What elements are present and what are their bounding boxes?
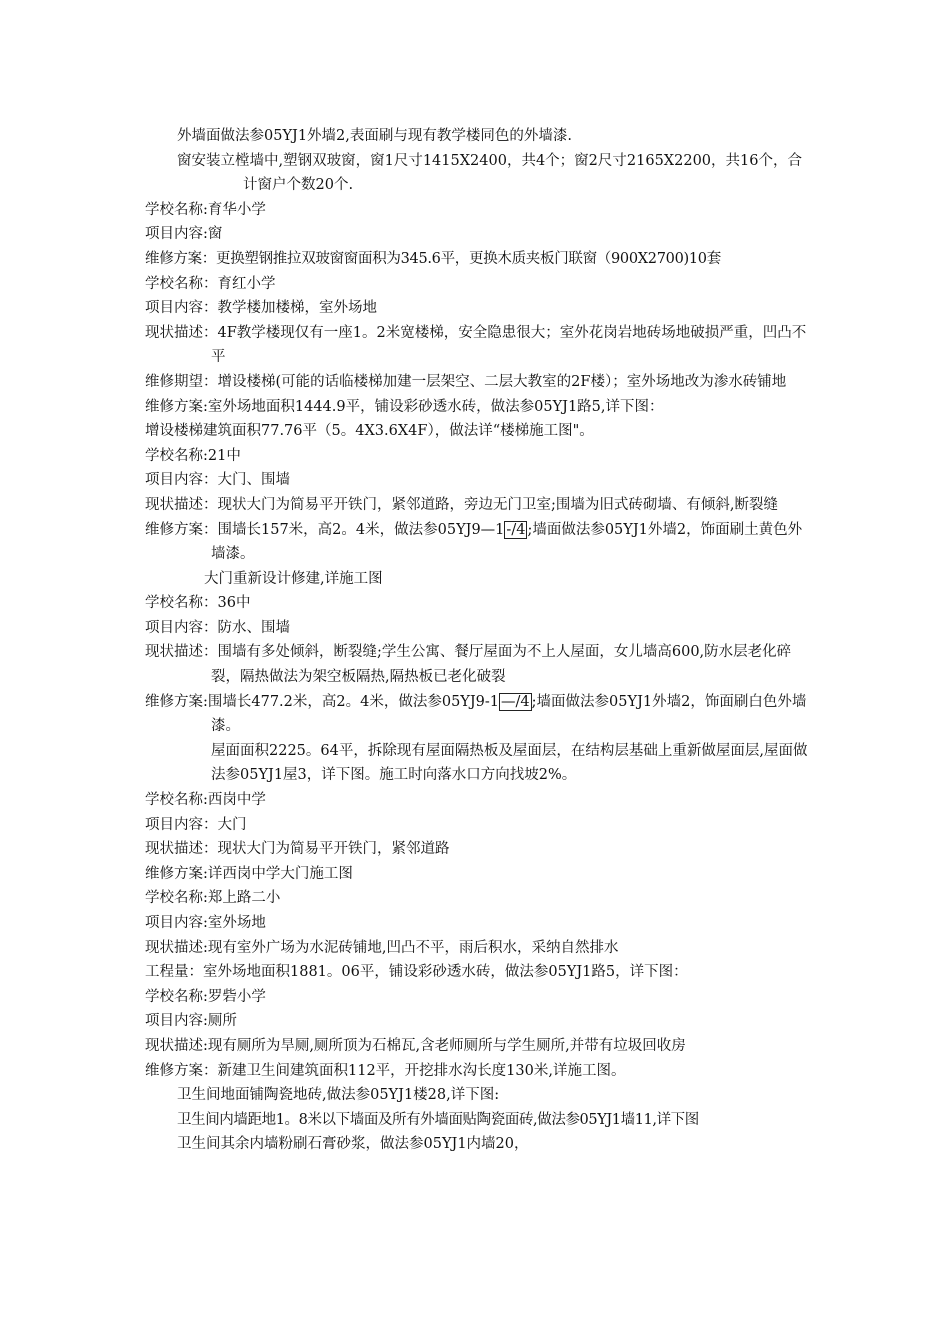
status-description: 现状描述：4F教学楼现仅有一座1。2米宽楼梯，安全隐患很大；室外花岗岩地砖场地破损严重，凹凸不平 bbox=[145, 324, 807, 366]
paragraph: 增设楼梯建筑面积77.76平（5。4X3.6X4F），做法详“楼梯施工图"。 bbox=[145, 423, 594, 440]
school-name: 学校名称：育红小学 bbox=[145, 275, 276, 292]
project-content: 项目内容:厕所 bbox=[145, 1013, 237, 1030]
status-description: 现状描述:现有室外广场为水泥砖铺地,凹凸不平，雨后积水，采纳自然排水 bbox=[145, 939, 619, 956]
text-run: 维修方案：围墙长157米，高2。4米，做法参05YJ9—1 bbox=[145, 521, 505, 538]
repair-plan: 维修方案：更换塑钢推拉双玻窗窗面积为345.6平，更换木质夹板门联窗（900X2700)10套 bbox=[145, 250, 721, 267]
status-description: 现状描述：现状大门为简易平开铁门，紧邻道路，旁边无门卫室;围墙为旧式砖砌墙、有倾斜,断裂缝 bbox=[145, 496, 778, 513]
repair-plan bbox=[145, 690, 810, 739]
repair-plan: 维修方案：新建卫生间建筑面积112平，开挖排水沟长度130米,详施工图。 bbox=[145, 1062, 626, 1079]
school-name: 学校名称：36中 bbox=[145, 595, 251, 612]
paragraph: 大门重新设计修建,详施工图 bbox=[204, 570, 383, 587]
paragraph: 卫生间其余内墙粉刷石膏砂浆，做法参05YJ1内墙20， bbox=[177, 1136, 529, 1153]
repair-plan: 维修方案:详西岗中学大门施工图 bbox=[145, 865, 353, 882]
paragraph: 卫生间地面铺陶瓷地砖,做法参05YJ1楼28,详下图: bbox=[177, 1087, 500, 1104]
text-run: 维修方案:围墙长477.2米，高2。4米，做法参05YJ9-1 bbox=[145, 693, 500, 710]
fraction-box: —/4 bbox=[501, 693, 530, 710]
repair-plan bbox=[145, 518, 810, 567]
text-run: ;墙面做法参05YJ1外墙2，饰面刷土黄色外墙漆。 bbox=[211, 521, 803, 563]
project-content: 项目内容：大门、围墙 bbox=[145, 472, 290, 489]
work-quantity: 工程量：室外场地面积1881。06平，铺设彩砂透水砖，做法参05YJ1路5，详下图： bbox=[145, 964, 688, 981]
fraction-box: -/4 bbox=[506, 521, 526, 538]
school-name: 学校名称:育华小学 bbox=[145, 201, 266, 218]
project-content: 项目内容：大门 bbox=[145, 816, 247, 833]
project-content: 项目内容：教学楼加楼梯，室外场地 bbox=[145, 300, 377, 317]
paragraph: 外墙面做法参05YJ1外墙2,表面刷与现有教学楼同色的外墙漆. bbox=[177, 128, 573, 144]
paragraph: 屋面面积2225。64平，拆除现有屋面隔热板及屋面层，在结构层基础上重新做屋面层,屋面做法参05YJ1屋3，详下图。施工时向落水口方向找坡2%。 bbox=[211, 742, 808, 784]
text-run: ;墙面做法参05YJ1外墙2，饰面刷白色外墙漆。 bbox=[211, 693, 807, 735]
project-content: 项目内容：防水、围墙 bbox=[145, 619, 290, 636]
project-content: 项目内容:窗 bbox=[145, 226, 223, 243]
paragraph: 卫生间内墙距地1。8米以下墙面及所有外墙面贴陶瓷面砖,做法参05YJ1墙11,详下图 bbox=[177, 1111, 699, 1128]
school-name: 学校名称:罗砦小学 bbox=[145, 988, 266, 1005]
status-description: 现状描述:现有厕所为旱厕,厕所顶为石棉瓦,含老师厕所与学生厕所,并带有垃圾回收房 bbox=[145, 1037, 686, 1054]
repair-plan: 维修方案:室外场地面积1444.9平，铺设彩砂透水砖，做法参05YJ1路5,详下图： bbox=[145, 398, 664, 415]
school-name: 学校名称:西岗中学 bbox=[145, 792, 266, 809]
status-description: 现状描述：围墙有多处倾斜，断裂缝;学生公寓、餐厅屋面为不上人屋面，女儿墙高600,防水层老化碎裂，隔热做法为架空板隔热,隔热板已老化破裂 bbox=[145, 644, 792, 686]
project-content: 项目内容:室外场地 bbox=[145, 915, 266, 931]
document-body bbox=[145, 124, 810, 1157]
school-name: 学校名称:郑上路二小 bbox=[145, 890, 281, 907]
paragraph: 窗安装立樘墙中,塑钢双玻窗，窗1尺寸1415X2400，共4个；窗2尺寸2165X2200，共16个，合计窗户个数20个. bbox=[177, 152, 802, 194]
status-description: 现状描述：现状大门为简易平开铁门，紧邻道路 bbox=[145, 841, 450, 858]
school-name: 学校名称:21中 bbox=[145, 447, 241, 464]
repair-expectation: 维修期望：增设楼梯(可能的话临楼梯加建一层架空、二层大教室的2F楼）；室外场地改为渗水砖铺地 bbox=[145, 373, 787, 390]
